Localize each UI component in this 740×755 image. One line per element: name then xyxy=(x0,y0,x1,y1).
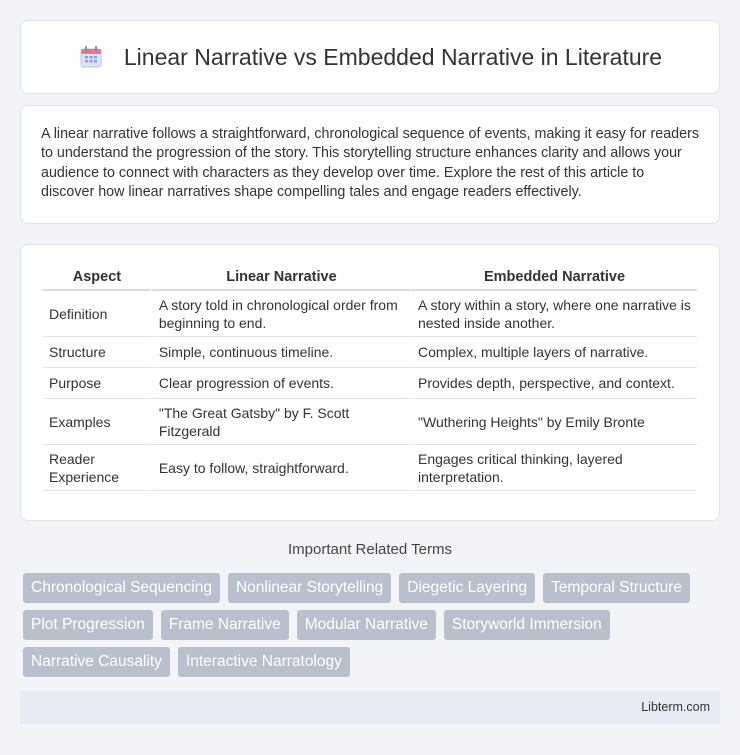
table-row xyxy=(43,291,697,337)
row-aspect: Structure xyxy=(43,337,151,368)
row-aspect: Definition xyxy=(43,291,151,337)
row-aspect: Reader Experience xyxy=(43,445,151,491)
table-row xyxy=(43,337,697,368)
row-embedded: Engages critical thinking, layered interpretation. xyxy=(410,445,697,491)
tag-plot-progression[interactable]: Plot Progression xyxy=(23,610,153,640)
related-terms-title: Important Related Terms xyxy=(288,541,452,558)
row-embedded: "Wuthering Heights" by Emily Bronte xyxy=(410,399,697,445)
row-linear: Easy to follow, straightforward. xyxy=(151,445,410,491)
row-linear: Simple, continuous timeline. xyxy=(151,337,410,368)
comparison-table-card xyxy=(20,244,720,521)
table-header-row xyxy=(43,265,697,291)
row-linear: Clear progression of events. xyxy=(151,368,410,399)
tag-chronological-sequencing[interactable]: Chronological Sequencing xyxy=(23,573,220,603)
row-aspect: Examples xyxy=(43,399,151,445)
related-terms-list xyxy=(23,573,723,677)
row-linear: A story told in chronological order from beginning to end. xyxy=(151,291,410,337)
row-linear: "The Great Gatsby" by F. Scott Fitzgerald xyxy=(151,399,410,445)
tag-storyworld-immersion[interactable]: Storyworld Immersion xyxy=(444,610,610,640)
tag-nonlinear-storytelling[interactable]: Nonlinear Storytelling xyxy=(228,573,391,603)
tag-frame-narrative[interactable]: Frame Narrative xyxy=(161,610,289,640)
comparison-table xyxy=(43,265,697,491)
calendar-icon xyxy=(78,44,104,70)
tag-narrative-causality[interactable]: Narrative Causality xyxy=(23,647,170,677)
tag-temporal-structure[interactable]: Temporal Structure xyxy=(543,573,690,603)
header-linear: Linear Narrative xyxy=(151,265,410,291)
row-embedded: Complex, multiple layers of narrative. xyxy=(410,337,697,368)
tag-diegetic-layering[interactable]: Diegetic Layering xyxy=(399,573,535,603)
row-aspect: Purpose xyxy=(43,368,151,399)
footer-site-link[interactable]: Libterm.com xyxy=(641,700,710,714)
header-embedded: Embedded Narrative xyxy=(410,265,697,291)
table-row xyxy=(43,368,697,399)
tag-interactive-narratology[interactable]: Interactive Narratology xyxy=(178,647,350,677)
intro-paragraph: A linear narrative follows a straightforward, chronological sequence of events, making it easy for readers to understand the progression of the story. This storytelling structure enhances clarity and allows your audience to connect with characters as they develop over time. Explore the rest of this article to discover how linear narratives shape compelling tales and engage readers effectively. xyxy=(41,126,699,201)
header-card xyxy=(20,20,720,94)
table-row xyxy=(43,399,697,445)
footer xyxy=(20,691,720,724)
row-embedded: Provides depth, perspective, and context. xyxy=(410,368,697,399)
tag-modular-narrative[interactable]: Modular Narrative xyxy=(297,610,436,640)
row-embedded: A story within a story, where one narrative is nested inside another. xyxy=(410,291,697,337)
intro-card xyxy=(20,105,720,224)
header-aspect: Aspect xyxy=(43,265,151,291)
table-row xyxy=(43,445,697,491)
page-title: Linear Narrative vs Embedded Narrative in Literature xyxy=(123,43,663,70)
